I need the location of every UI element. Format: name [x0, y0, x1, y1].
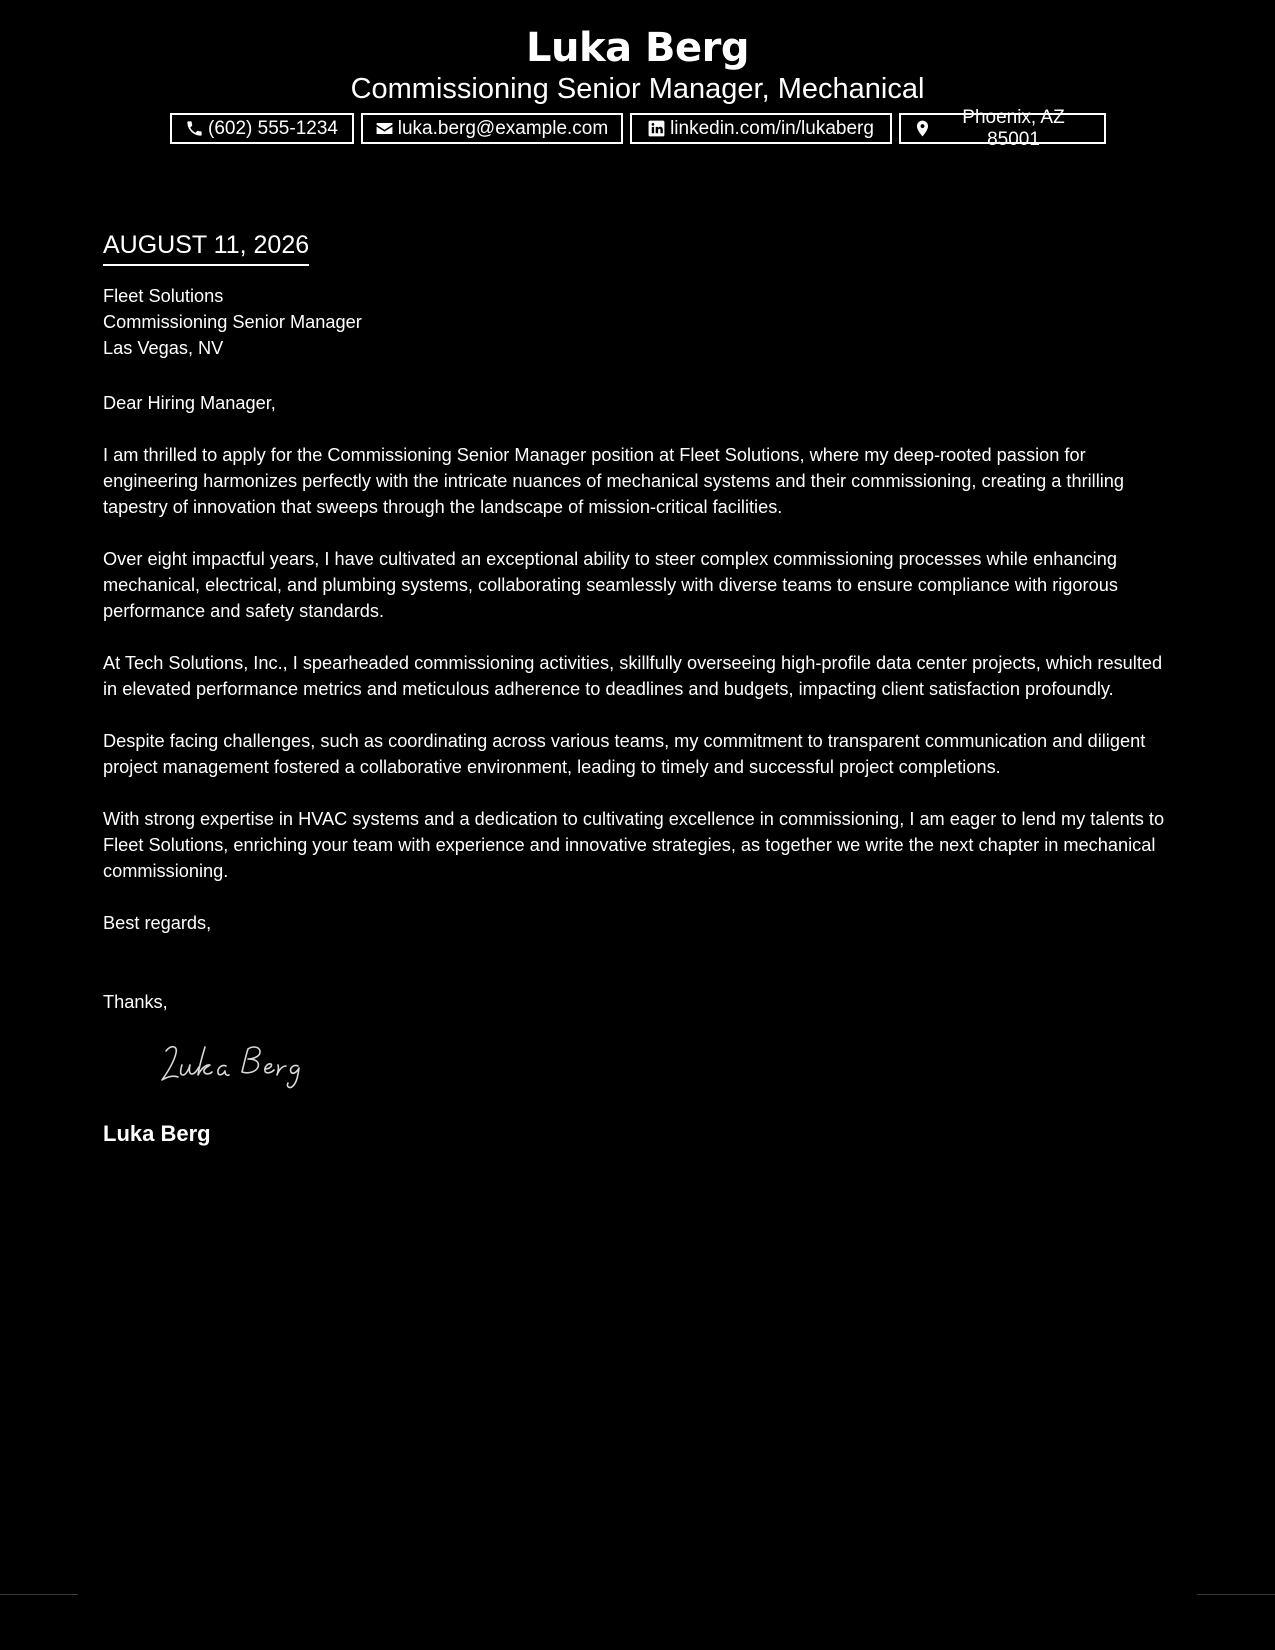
signed-name: Luka Berg	[103, 1121, 211, 1146]
phone-contact[interactable]	[170, 113, 354, 144]
phone-text: (602) 555-1234	[208, 117, 338, 139]
location-contact[interactable]	[899, 106, 1106, 150]
applicant-name: Luka Berg	[526, 25, 749, 71]
body-paragraph: Over eight impactful years, I have cultivated an exceptional ability to steer complex commissioning processes while enhancing mechanical, electrical, and plumbing systems, collaborating seamlessly with diverse teams to ensure compliance with rigorous performance and safety standards.	[103, 549, 1118, 621]
greeting: Dear Hiring Manager,	[103, 393, 276, 413]
letter-body	[103, 228, 1173, 1148]
letter-date: AUGUST 11, 2026	[103, 228, 309, 266]
linkedin-icon	[647, 119, 666, 138]
body-paragraph: I am thrilled to apply for the Commissioning Senior Manager position at Fleet Solutions, where my deep-rooted passion for engineering harmonizes perfectly with the intricate nuances of mechanical systems and their commissioning, creating a thrilling tapestry of innovation that sweeps through the landscape of mission-critical facilities.	[103, 445, 1125, 517]
email-contact[interactable]	[361, 113, 623, 144]
linkedin-contact[interactable]	[630, 113, 892, 144]
body-paragraph: With strong expertise in HVAC systems and a dedication to cultivating excellence in commissioning, I am eager to lend my talents to Fleet Solutions, enriching your team with experience and innovative strategies, as together we write the next chapter in mechanical commissioning.	[103, 809, 1165, 881]
email-text: luka.berg@example.com	[397, 117, 609, 139]
map-marker-icon	[913, 119, 932, 138]
recipient-position: Commissioning Senior Manager	[103, 312, 362, 332]
contact-bar	[0, 106, 1275, 150]
recipient-company: Fleet Solutions	[103, 286, 224, 306]
body-paragraph: At Tech Solutions, Inc., I spearheaded commissioning activities, skillfully overseeing high-profile data center projects, which resulted in elevated performance metrics and meticulous adherence to deadlines and budgets, impacting client satisfaction profoundly.	[103, 653, 1163, 699]
recipient-block	[103, 283, 1173, 361]
linkedin-text: linkedin.com/in/lukaberg	[670, 117, 874, 139]
body-paragraph: Despite facing challenges, such as coordinating across various teams, my commitment to transparent communication and diligent project management fostered a collaborative environment, leading to timely and successful project completions.	[103, 731, 1146, 777]
phone-icon	[185, 119, 204, 138]
envelope-icon	[375, 119, 394, 138]
footer-divider-left	[0, 1594, 78, 1595]
thanks: Thanks,	[103, 992, 168, 1012]
location-text: Phoenix, AZ 85001	[962, 106, 1065, 150]
closing: Best regards,	[103, 913, 212, 933]
recipient-location: Las Vegas, NV	[103, 338, 224, 358]
footer-divider-right	[1197, 1594, 1275, 1595]
handwritten-signature	[148, 1037, 328, 1093]
letter-header	[0, 22, 1275, 150]
applicant-title: Commissioning Senior Manager, Mechanical	[350, 73, 925, 105]
